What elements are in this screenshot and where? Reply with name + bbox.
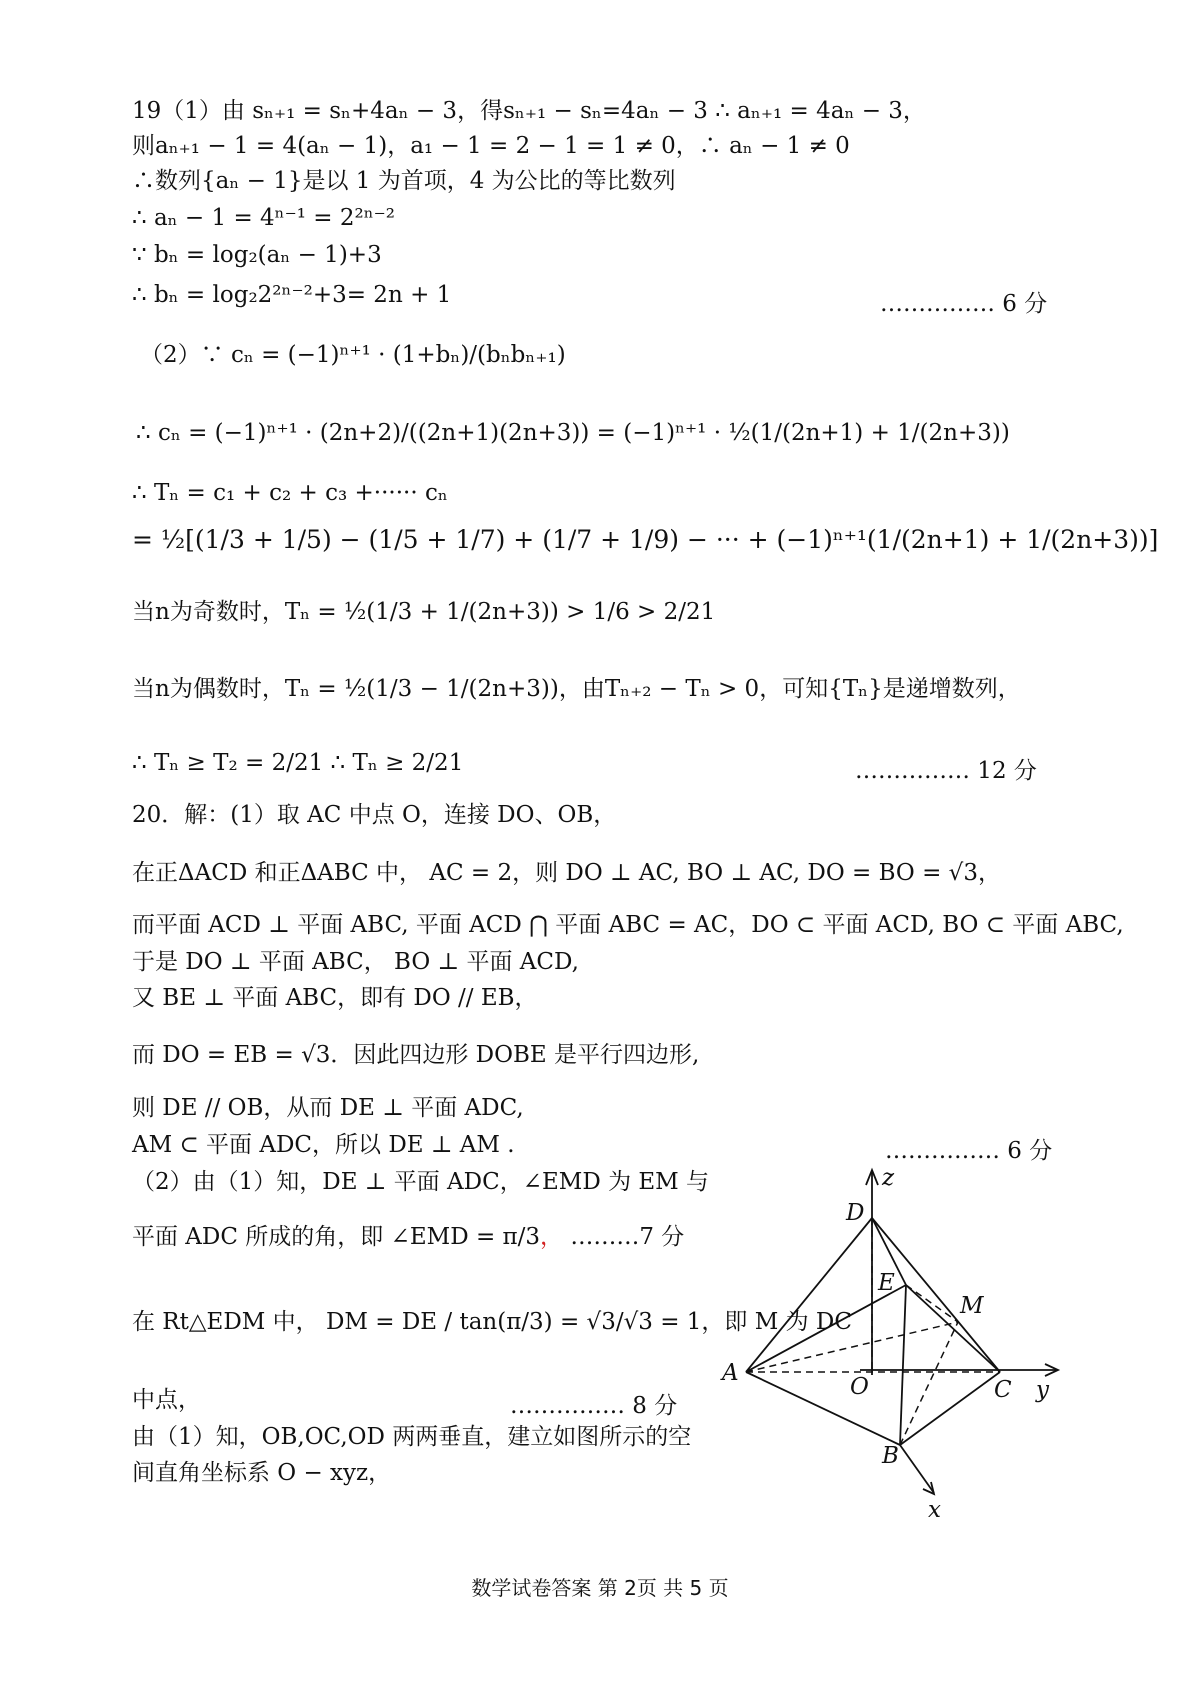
- red-comma: ，: [540, 1224, 564, 1250]
- label-A: A: [722, 1360, 739, 1386]
- edge-AD: [746, 1218, 872, 1372]
- q19-line-6: ∴ bₙ = log₂2²ⁿ⁻²+3= 2n + 1: [132, 282, 452, 308]
- q19-line-1: 19（1）由 sₙ₊₁ = sₙ+4aₙ − 3，得sₙ₊₁ − sₙ=4aₙ − 3 ∴ aₙ₊₁ = 4aₙ − 3，: [132, 98, 926, 124]
- q20-line-2: 在正ΔACD 和正ΔABC 中， AC = 2，则 DO ⊥ AC, BO ⊥ AC, DO = BO = √3，: [132, 860, 1001, 886]
- label-x: x: [928, 1497, 941, 1523]
- q19-score-6: …………… 6 分: [880, 291, 1048, 317]
- q19-line-13: ∴ Tₙ ≥ T₂ = 2/21 ∴ Tₙ ≥ 2/21: [132, 750, 464, 776]
- q20-line-9: （2）由（1）知，DE ⊥ 平面 ADC，∠EMD 为 EM 与: [132, 1169, 710, 1195]
- q19-line-4: ∴ aₙ − 1 = 4ⁿ⁻¹ = 2²ⁿ⁻²: [132, 205, 396, 231]
- label-z: z: [882, 1165, 895, 1191]
- label-C: C: [994, 1377, 1012, 1403]
- q19-line-7: （2）∵ cₙ = (−1)ⁿ⁺¹ · (1+bₙ)/(bₙbₙ₊₁): [140, 342, 566, 368]
- edge-AE: [746, 1285, 906, 1372]
- q20-line-10-text: 平面 ADC 所成的角，即 ∠EMD = π/3: [132, 1224, 541, 1250]
- q20-line-14: 间直角坐标系 O − xyz，: [132, 1460, 392, 1486]
- q20-line-4: 于是 DO ⊥ 平面 ABC， BO ⊥ 平面 ACD,: [132, 949, 579, 975]
- q19-line-3: ∴数列{aₙ − 1}是以 1 为首项，4 为公比的等比数列: [132, 168, 676, 194]
- label-y: y: [1036, 1377, 1049, 1403]
- label-M: M: [960, 1293, 984, 1319]
- label-B: B: [882, 1443, 899, 1469]
- q20-score-8: …………… 8 分: [510, 1393, 678, 1419]
- q19-line-8: ∴ cₙ = (−1)ⁿ⁺¹ · (2n+2)/((2n+1)(2n+3)) = (−1)ⁿ⁺¹ · ½(1/(2n+1) + 1/(2n+3)): [136, 420, 1010, 446]
- edge-BC: [900, 1372, 1000, 1445]
- q19-line-2: 则aₙ₊₁ − 1 = 4(aₙ − 1)，a₁ − 1 = 2 − 1 = 1 ≠ 0，∴ aₙ − 1 ≠ 0: [132, 133, 850, 159]
- q20-score-7: ………7 分: [570, 1224, 685, 1250]
- q19-line-10: = ½[(1/3 + 1/5) − (1/5 + 1/7) + (1/7 + 1/9) − ··· + (−1)ⁿ⁺¹(1/(2n+1) + 1/(2n+3))]: [132, 525, 1159, 554]
- x-axis: [900, 1445, 934, 1493]
- q19-line-5: ∵ bₙ = log₂(aₙ − 1)+3: [132, 242, 382, 268]
- label-D: D: [846, 1200, 865, 1226]
- q20-line-13: 由（1）知，OB,OC,OD 两两垂直，建立如图所示的空: [132, 1424, 692, 1450]
- edge-AM-dashed: [746, 1322, 958, 1372]
- q20-line-6: 而 DO = EB = √3．因此四边形 DOBE 是平行四边形,: [132, 1042, 700, 1068]
- q19-line-9: ∴ Tₙ = c₁ + c₂ + c₃ +······ cₙ: [132, 480, 448, 506]
- q20-line-8: AM ⊂ 平面 ADC，所以 DE ⊥ AM .: [132, 1132, 515, 1158]
- edge-AB: [746, 1372, 900, 1445]
- q20-line-5: 又 BE ⊥ 平面 ABC，即有 DO // EB，: [132, 985, 538, 1011]
- q20-line-7: 则 DE // OB，从而 DE ⊥ 平面 ADC,: [132, 1095, 524, 1121]
- q20-line-1: 20．解：(1）取 AC 中点 O，连接 DO、OB，: [132, 802, 617, 828]
- q20-line-11: 在 Rt△EDM 中， DM = DE / tan(π/3) = √3/√3 = 1，即 M 为 DC: [132, 1309, 852, 1335]
- q20-line-3: 而平面 ACD ⊥ 平面 ABC, 平面 ACD ⋂ 平面 ABC = AC，DO ⊂ 平面 ACD, BO ⊂ 平面 ABC,: [132, 912, 1124, 938]
- q20-line-12: 中点，: [132, 1387, 201, 1413]
- label-E: E: [878, 1270, 895, 1296]
- label-O: O: [850, 1374, 869, 1400]
- q19-line-12: 当n为偶数时，Tₙ = ½(1/3 − 1/(2n+3))，由Tₙ₊₂ − Tₙ > 0，可知{Tₙ}是递增数列，: [132, 676, 1021, 702]
- edge-EB: [900, 1285, 906, 1445]
- edge-BM-dashed: [900, 1322, 958, 1445]
- page-footer: 数学试卷答案 第 2页 共 5 页: [471, 1576, 729, 1600]
- edge-EC: [906, 1285, 1000, 1372]
- q20-score-6: …………… 6 分: [885, 1138, 1053, 1164]
- q19-score-12: …………… 12 分: [855, 758, 1037, 784]
- q19-line-11: 当n为奇数时，Tₙ = ½(1/3 + 1/(2n+3)) > 1/6 > 2/21: [132, 599, 716, 625]
